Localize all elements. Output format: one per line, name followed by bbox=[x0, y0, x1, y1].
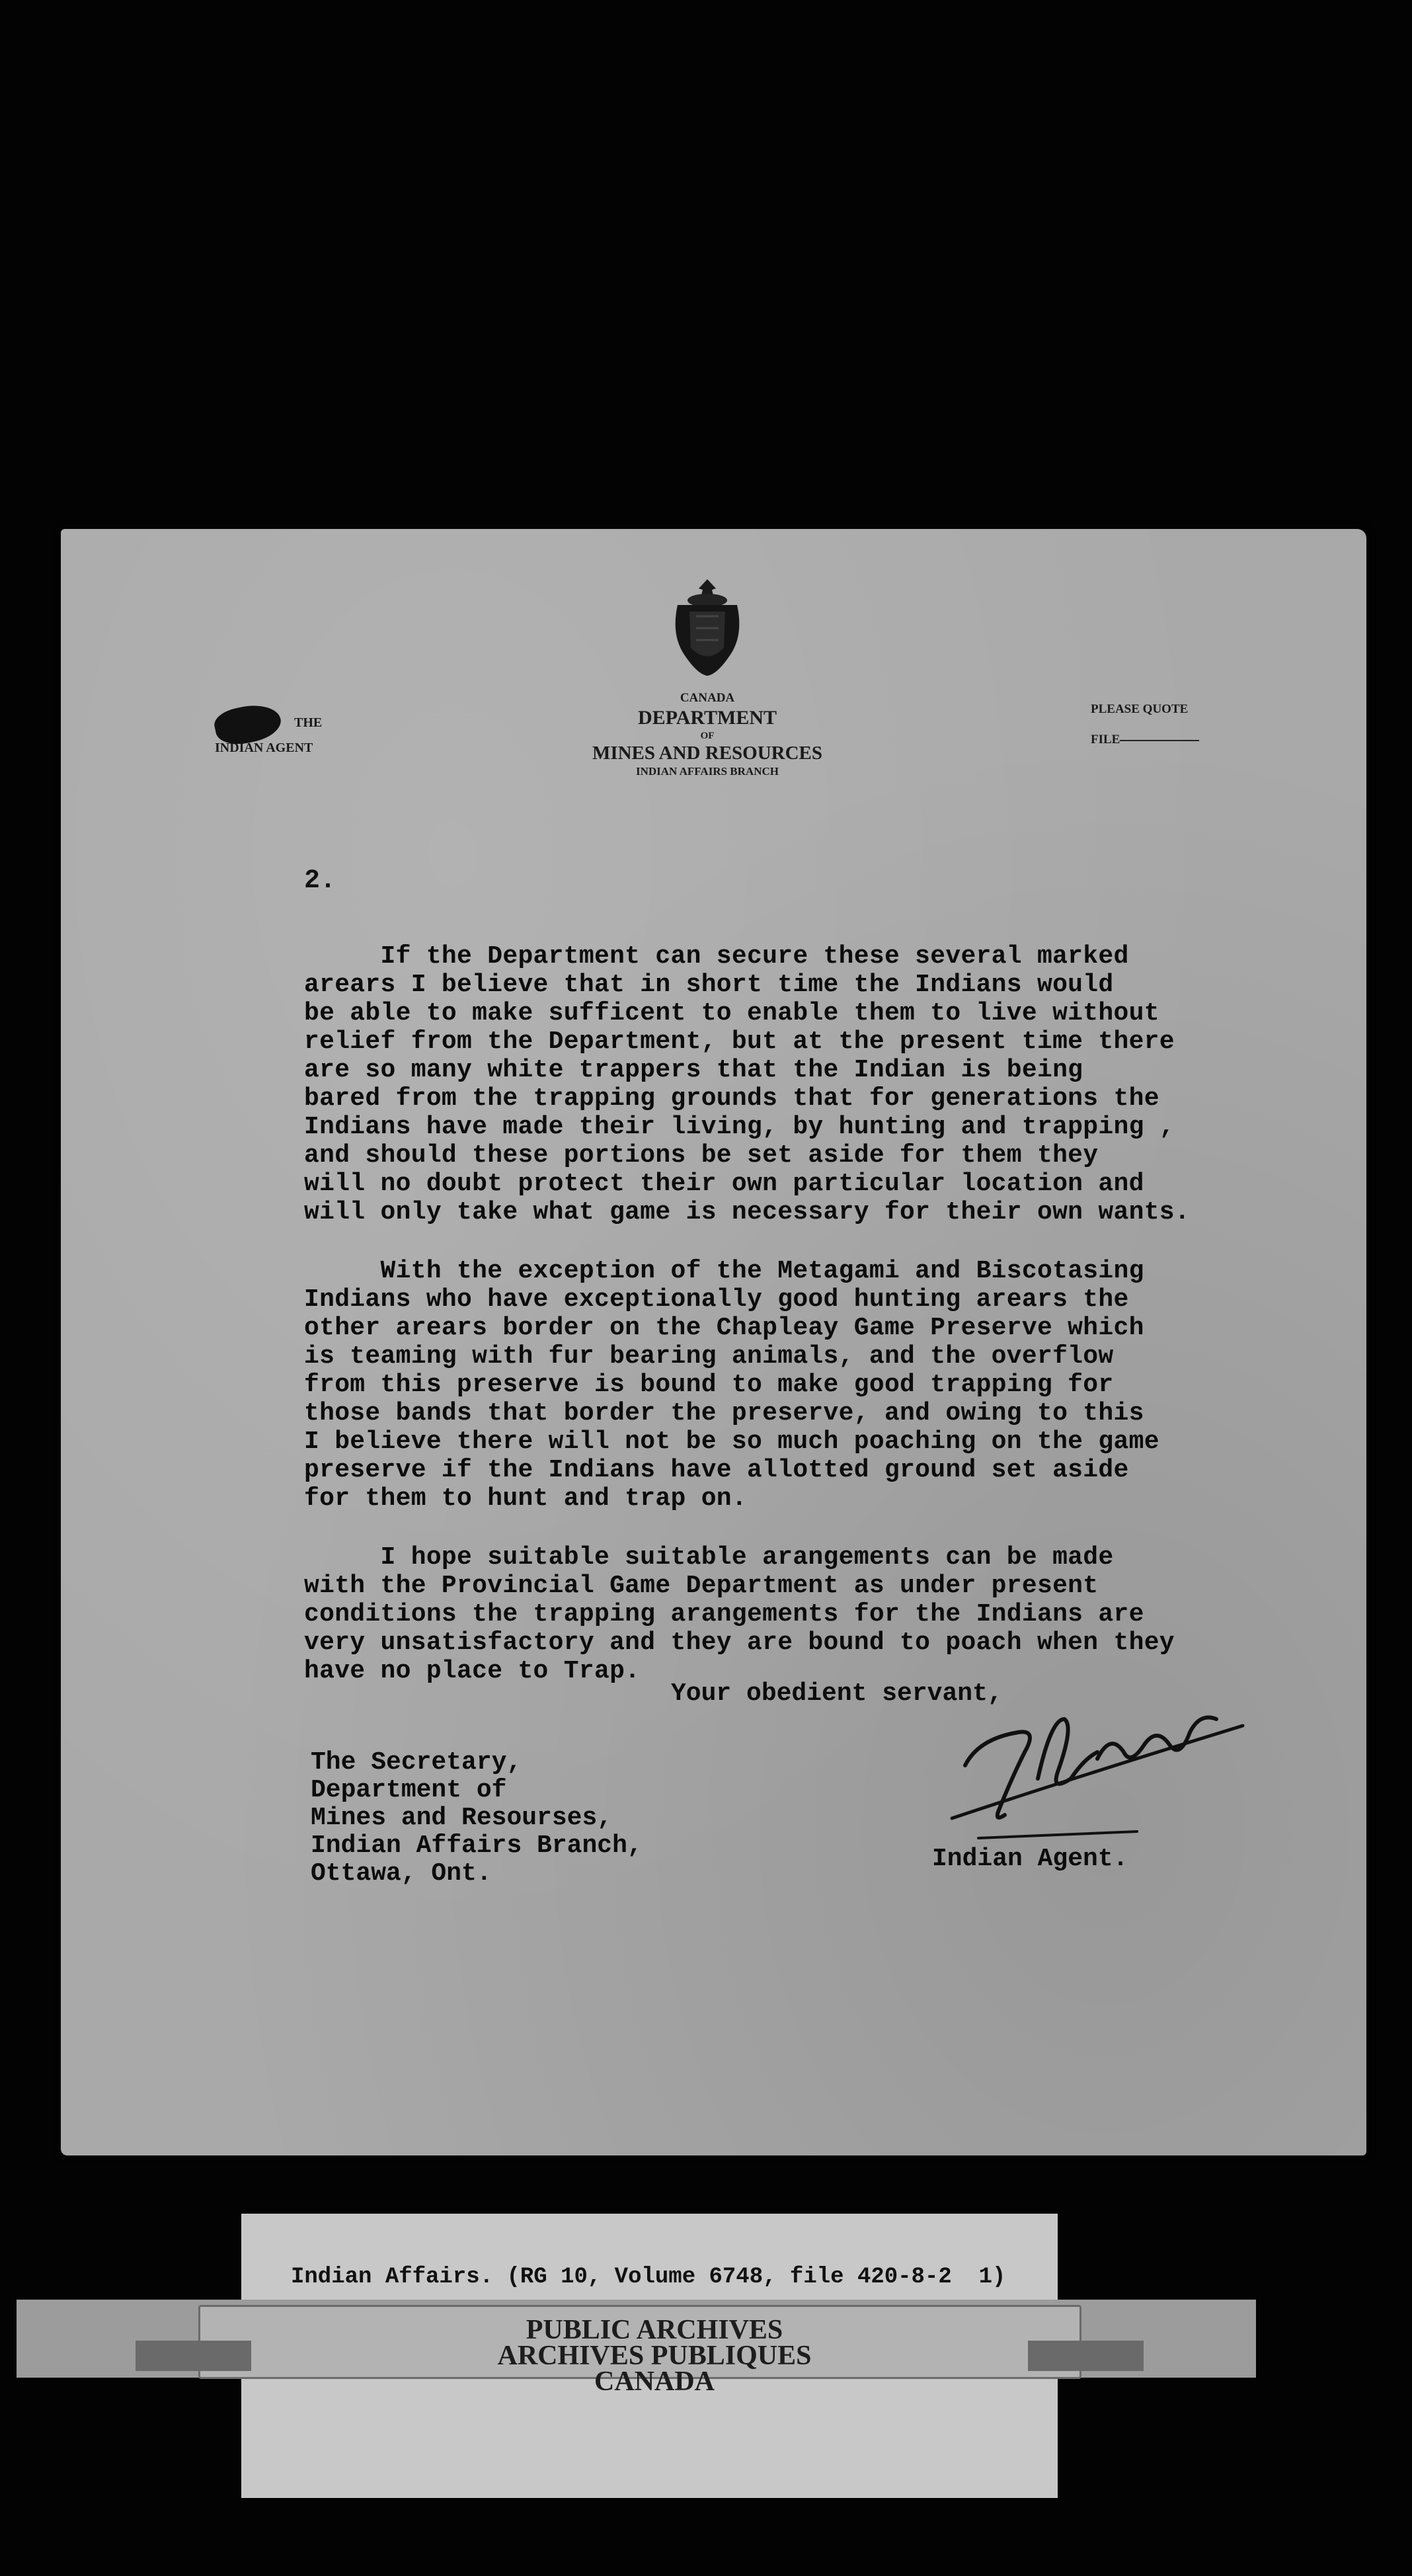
text-line: With the exception of the Metagami and Biscotasing bbox=[304, 1257, 1144, 1285]
paragraph-3 bbox=[304, 1543, 1282, 1685]
paragraph-2 bbox=[304, 1257, 1282, 1513]
text-line: arears I believe that in short time the Indians would bbox=[304, 971, 1114, 999]
address-line: Mines and Resourses, bbox=[311, 1804, 613, 1832]
page-number: 2. bbox=[304, 866, 336, 896]
text-line: have no place to Trap. bbox=[304, 1657, 641, 1685]
letterhead-branch: INDIAN AFFAIRS BRANCH bbox=[636, 764, 779, 778]
text-line: preserve if the Indians have allotted ground set aside bbox=[304, 1456, 1129, 1484]
letterhead-please-quote: PLEASE QUOTE bbox=[1091, 702, 1189, 716]
paragraph-1 bbox=[304, 942, 1282, 1227]
letterhead-department bbox=[575, 691, 840, 778]
text-line: very unsatisfactory and they are bound to poach when they bbox=[304, 1629, 1175, 1657]
band-tab-right bbox=[1028, 2341, 1144, 2371]
archives-stamp bbox=[450, 2317, 859, 2395]
stamp-line-2: ARCHIVES PUBLIQUES bbox=[497, 2341, 812, 2371]
recipient-address bbox=[311, 1749, 643, 1888]
text-line: Indians have made their living, by hunting and trapping , bbox=[304, 1113, 1175, 1141]
stamp-line-1: PUBLIC ARCHIVES bbox=[526, 2315, 783, 2345]
text-line: is teaming with fur bearing animals, and the overflow bbox=[304, 1342, 1114, 1371]
stamp-line-3: CANADA bbox=[594, 2366, 715, 2397]
letterhead-file-label: FILE bbox=[1091, 733, 1120, 746]
text-line: those bands that border the preserve, and owing to this bbox=[304, 1399, 1144, 1428]
letterhead-office bbox=[215, 701, 387, 770]
letterhead-ministry: MINES AND RESOURCES bbox=[592, 742, 823, 764]
text-line: I hope suitable suitable arangements can be made bbox=[304, 1543, 1114, 1572]
letterhead-department-word: DEPARTMENT bbox=[637, 706, 777, 729]
text-line: are so many white trappers that the Indian is being bbox=[304, 1056, 1083, 1084]
text-line: with the Provincial Game Department as under present bbox=[304, 1572, 1099, 1600]
text-line: If the Department can secure these several marked bbox=[304, 942, 1129, 971]
text-line: bared from the trapping grounds that for generations the bbox=[304, 1084, 1159, 1113]
letterhead-of: OF bbox=[700, 730, 715, 741]
address-line: Ottawa, Ont. bbox=[311, 1859, 492, 1888]
signature-title: Indian Agent. bbox=[932, 1845, 1128, 1873]
letterhead-country: CANADA bbox=[680, 691, 735, 705]
band-tab-left bbox=[136, 2341, 251, 2371]
address-line: Department of bbox=[311, 1776, 507, 1804]
text-line: other arears border on the Chapleay Game Preserve which bbox=[304, 1314, 1144, 1342]
coat-of-arms-icon bbox=[664, 575, 750, 681]
text-line: I believe there will not be so much poaching on the game bbox=[304, 1428, 1159, 1456]
address-line: The Secretary, bbox=[311, 1748, 522, 1777]
text-line: for them to hunt and trap on. bbox=[304, 1484, 748, 1513]
letterhead-office-line1: THE bbox=[294, 715, 323, 730]
text-line: will no doubt protect their own particular location and bbox=[304, 1170, 1144, 1198]
letterhead-file-field bbox=[1091, 725, 1223, 755]
letterhead-file-ref bbox=[1091, 694, 1223, 755]
text-line: and should these portions be set aside for them they bbox=[304, 1141, 1099, 1170]
text-line: relief from the Department, but at the present time there bbox=[304, 1027, 1175, 1056]
text-line: from this preserve is bound to make good trapping for bbox=[304, 1371, 1114, 1399]
text-line: will only take what game is necessary for their own wants. bbox=[304, 1198, 1191, 1227]
text-line: be able to make sufficent to enable them to live without bbox=[304, 999, 1159, 1027]
file-underline bbox=[1120, 740, 1199, 741]
archive-reference: Indian Affairs. (RG 10, Volume 6748, file 420-8-2 1) bbox=[291, 2265, 1006, 2290]
text-line: conditions the trapping arangements for the Indians are bbox=[304, 1600, 1144, 1629]
text-line: Indians who have exceptionally good hunting arears the bbox=[304, 1285, 1129, 1314]
closing-line: Your obedient servant, bbox=[671, 1679, 1003, 1708]
address-line: Indian Affairs Branch, bbox=[311, 1831, 643, 1860]
letter-body bbox=[304, 942, 1282, 1716]
handwritten-signature bbox=[939, 1679, 1256, 1851]
letterhead-office-line2: INDIAN AGENT bbox=[215, 741, 313, 755]
